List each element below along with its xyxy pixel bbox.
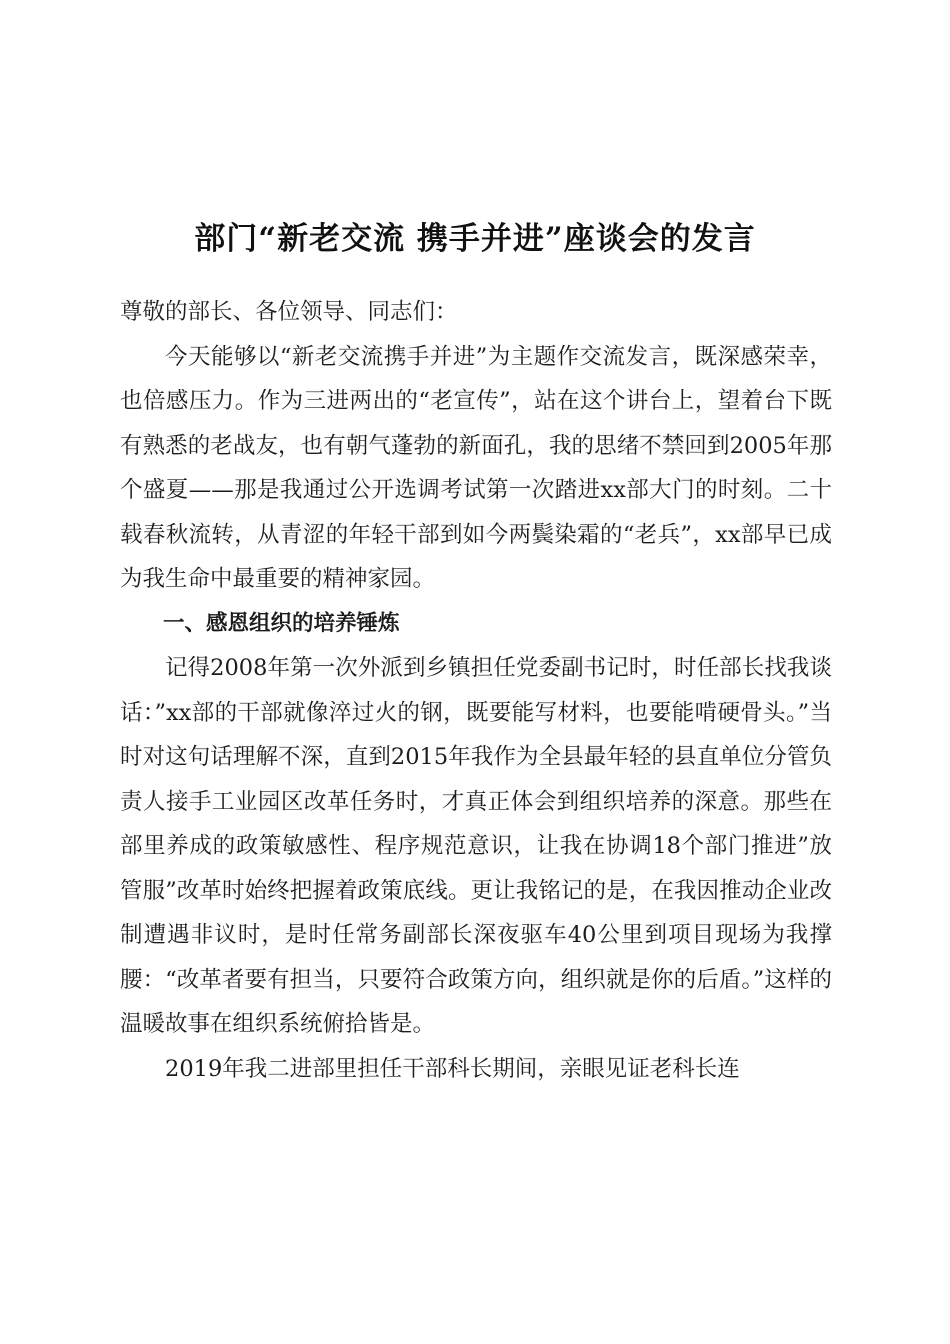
paragraph: 2019年我二进部里担任干部科长期间，亲眼见证老科长连 xyxy=(165,1055,740,1082)
salutation: 尊敬的部长、各位领导、同志们： xyxy=(120,299,458,325)
paragraph: 记得2008年第一次外派到乡镇担任党委副书记时，时任部长找我谈话：”xx部的干部就像淬过火的钢，既要能写材料，也要能啃硬骨头。”当时对这句话理解不深，直到2015年我作为全县最年轻的县直单位分管负责人接手工业园区改革任务时，才真正体会到组织培养的深意。那些在部里养成的政策敏感性、程序规范意识，让我在协调18个部门推进”放管服”改革时始终把握着政策底线。更让我铭记的是，在我因推动企业改制遭遇非议时，是时任常务副部长深夜驱车40公里到项目现场为我撑腰：“改革者要有担当，只要符合政策方向，组织就是你的后盾。”这样的温暖故事在组织系统俯拾皆是。 xyxy=(120,655,832,1037)
document-body xyxy=(120,290,832,1091)
document-title: 部门“新老交流 携手并进”座谈会的发言 xyxy=(194,220,756,257)
section-heading: 一、感恩组织的培养锤炼 xyxy=(163,610,400,636)
paragraph: 今天能够以“新老交流携手并进”为主题作交流发言，既深感荣幸，也倍感压力。作为三进两出的“老宣传”，站在这个讲台上，望着台下既有熟悉的老战友，也有朝气蓬勃的新面孔，我的思绪不禁回到2005年那个盛夏——那是我通过公开选调考试第一次踏进xx部大门的时刻。二十载春秋流转，从青涩的年轻干部到如今两鬓染霜的“老兵”，xx部早已成为我生命中最重要的精神家园。 xyxy=(120,343,832,592)
